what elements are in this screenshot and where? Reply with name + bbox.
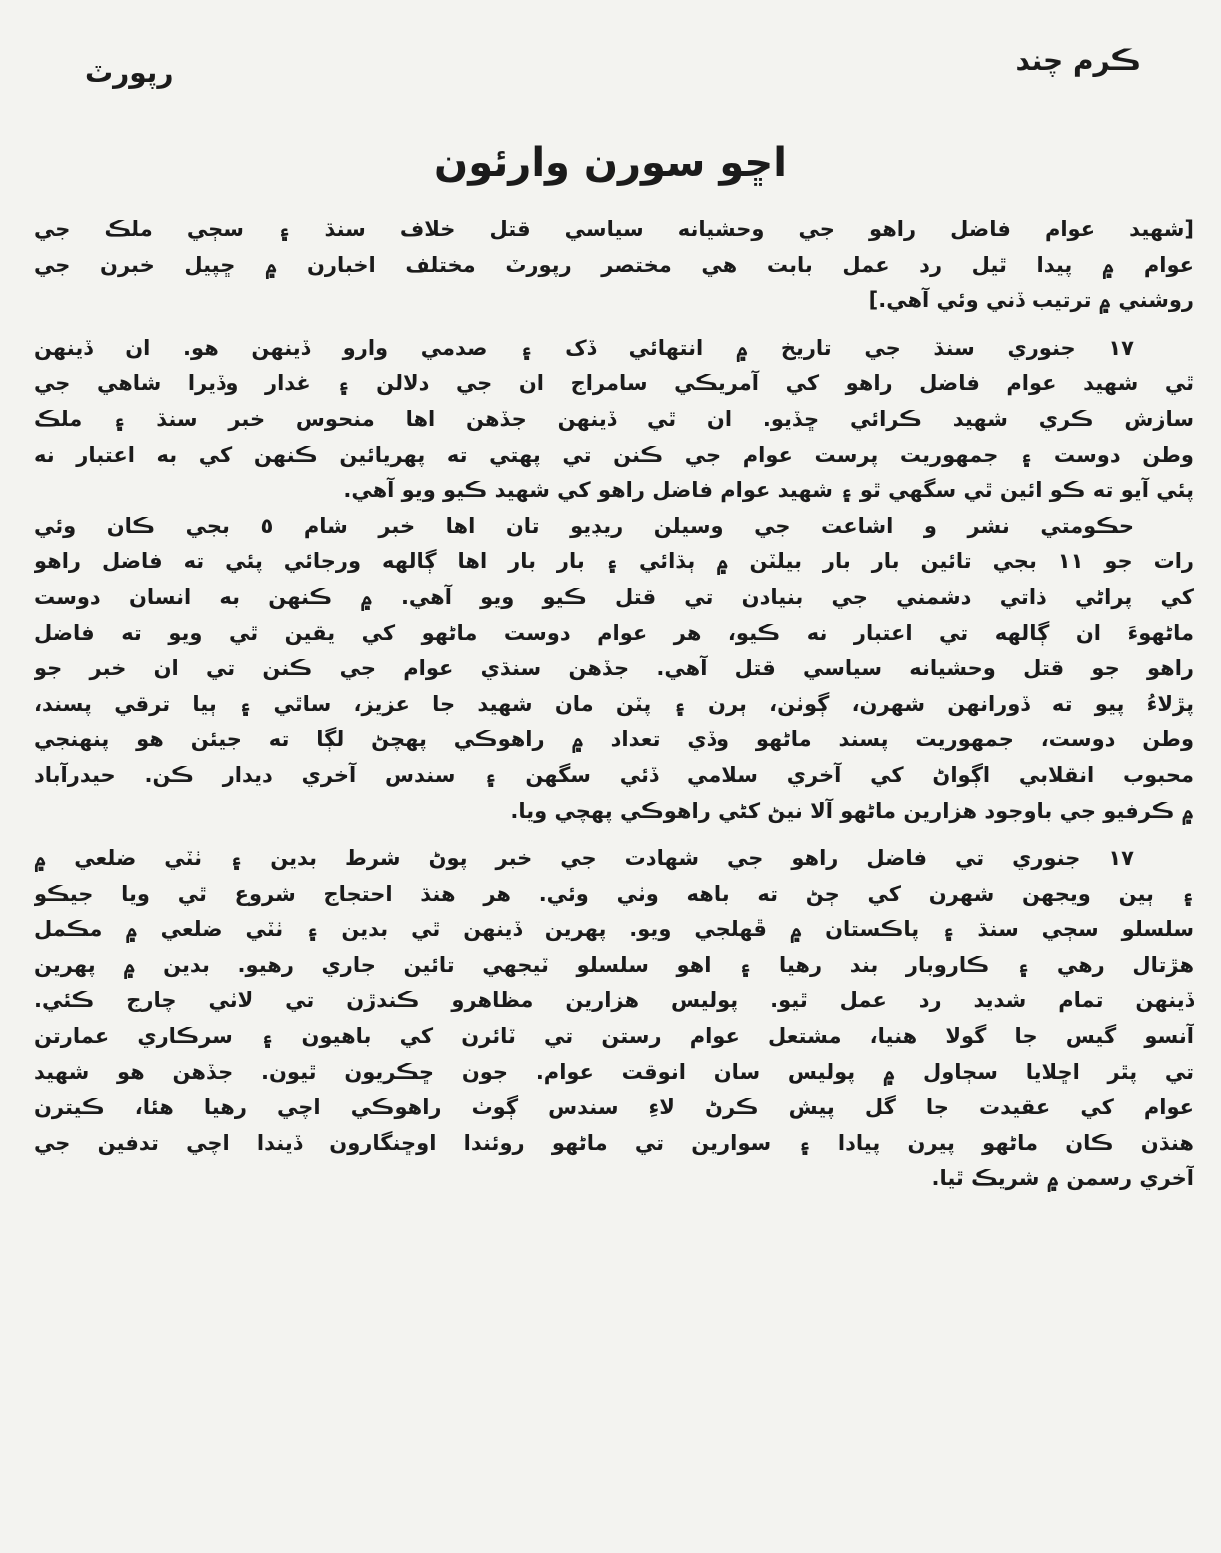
paragraph-gap (34, 829, 1194, 841)
text-line: ١٧ جنوري تي فاضل راهو جي شهادت جي خبر پوڻ شرط بدين ۽ ٺٽي ضلعي ۾ (34, 846, 1134, 871)
text-line: تي پٿر اڇلايا سڄاول ۾ پوليس سان انوقت عوام. جون ڇڪريون ٿيون. جڏهن هو شهيد (34, 1059, 1194, 1084)
paragraph (34, 331, 1194, 509)
paragraph (34, 841, 1194, 1197)
paragraph-gap (34, 319, 1194, 331)
text-line: روشني ۾ ترتيب ڏني وئي آهي.] (868, 288, 1194, 313)
text-line: راهو جو قتل وحشيانه سياسي قتل آهي. جڏهن سنڌي عوام جي ڪنن تي ان خبر جو (34, 656, 1194, 681)
author-name: ڪرم چند (1015, 44, 1141, 77)
article-body (34, 212, 1194, 1197)
text-line: ١٧ جنوري سنڌ جي تاريخ ۾ انتهائي ڏک ۽ صدمي وارو ڏينهن هو. ان ڏينهن (34, 335, 1134, 360)
text-line: آخري رسمن ۾ شريڪ ٿيا. (931, 1166, 1194, 1191)
text-line: حڪومتي نشر و اشاعت جي وسيلن ريڊيو تان اها خبر شام ٥ بجي ڪان وئي (34, 513, 1134, 538)
text-line: پئي آيو ته ڪو ائين ٿي سگهي ٿو ۽ شهيد عوام فاضل راهو کي شهيد ڪيو ويو آهي. (343, 478, 1194, 503)
section-label: رپورٽ (85, 56, 174, 89)
text-line: رات جو ١١ بجي تائين بار بار بيلٽن ۾ ٻڌائي ۽ بار بار اها ڳالهه ورجائي پئي ته فاضل راهو (34, 549, 1194, 574)
text-line: وطن دوست، جمهوريت پسند ماڻهو وڏي تعداد ۾ راهوڪي پهچڻ لڳا ته جيئن هو پنهنجي (34, 727, 1194, 752)
text-line: آنسو گيس جا گولا هنيا، مشتعل عوام رستن تي ٽائرن کي باهيون ۽ سرڪاري عمارتن (34, 1024, 1194, 1049)
text-line: هنڌن ڪان ماڻهو پيرن پيادا ۽ سوارين تي ماڻهو روئندا اوڇنگارون ڏيندا اچي تدفين جي (34, 1130, 1194, 1155)
paragraph (34, 509, 1194, 829)
text-line: وطن دوست ۽ جمهوريت پرست عوام جي ڪنن تي پهتي ته پهريائين ڪنهن کي به اعتبار نه (34, 442, 1194, 467)
text-line: عوام کي عقيدت جا گل پيش ڪرڻ لاءِ سندس ڳوٺ راهوڪي اچي رهيا هئا، ڪيترن (34, 1095, 1194, 1120)
text-line: [شهيد عوام فاضل راهو جي وحشيانه سياسي قتل خلاف سنڌ ۽ سڄي ملڪ جي (34, 217, 1194, 241)
text-line: ۽ ٻين ويجهن شهرن کي ڄڻ ته باهه وٺي وئي. هر هنڌ احتجاج شروع ٿي ويا جيڪو (34, 881, 1194, 906)
text-line: عوام ۾ پيدا ٿيل رد عمل بابت هي مختصر رپورٽ مختلف اخبارن ۾ ڇپيل خبرن جي (34, 252, 1194, 277)
text-line: پڙلاءُ پيو ته ڏورانهن شهرن، ڳوٺن، ٻرن ۽ پٽن مان شهيد جا عزيز، ساٿي ۽ ٻيا ترقي پسند، (34, 691, 1194, 716)
article-title: اڇو سورن وارئون (434, 140, 787, 186)
text-line: کي پراڻي ذاتي دشمني جي بنيادن تي قتل ڪيو ويو آهي. ۾ ڪنهن به انسان دوست (34, 584, 1194, 609)
text-line: ۾ ڪرفيو جي باوجود هزارين ماڻهو آلا نيڻ کڻي راهوڪي پهچي ويا. (510, 798, 1194, 823)
text-line: ماڻهوءَ ان ڳالهه تي اعتبار نه ڪيو، هر عوام دوست ماڻهو کي يقين ٿي ويو ته فاضل (34, 620, 1194, 645)
text-line: ٿي شهيد عوام فاضل راهو کي آمريڪي سامراج ان جي دلالن ۽ غدار وڏيرا شاهي جي (34, 371, 1194, 396)
text-line: سازش ڪري شهيد ڪرائي ڇڏيو. ان ٿي ڏينهن جڏهن اها منحوس خبر سنڌ ۽ ملڪ (34, 406, 1194, 431)
text-line: ڏينهن تمام شديد رد عمل ٿيو. پوليس هزارين مظاهرو ڪندڙن تي لاٺي چارج ڪئي. (34, 988, 1194, 1013)
intro-paragraph (34, 212, 1194, 319)
text-line: هڙتال رهي ۽ ڪاروبار بند رهيا ۽ اهو سلسلو ٽيجهي تائين جاري رهيو. بدين ۾ پهرين (34, 952, 1194, 977)
text-line: محبوب انقلابي اڳواڻ کي آخري سلامي ڏئي سگهن ۽ سندس آخري ديدار ڪن. حيدرآباد (34, 762, 1194, 787)
text-line: سلسلو سڄي سنڌ ۽ پاڪستان ۾ ڦهلجي ويو. پهرين ڏينهن ٿي بدين ۽ ٺٽي ضلعي ۾ مڪمل (34, 917, 1194, 942)
